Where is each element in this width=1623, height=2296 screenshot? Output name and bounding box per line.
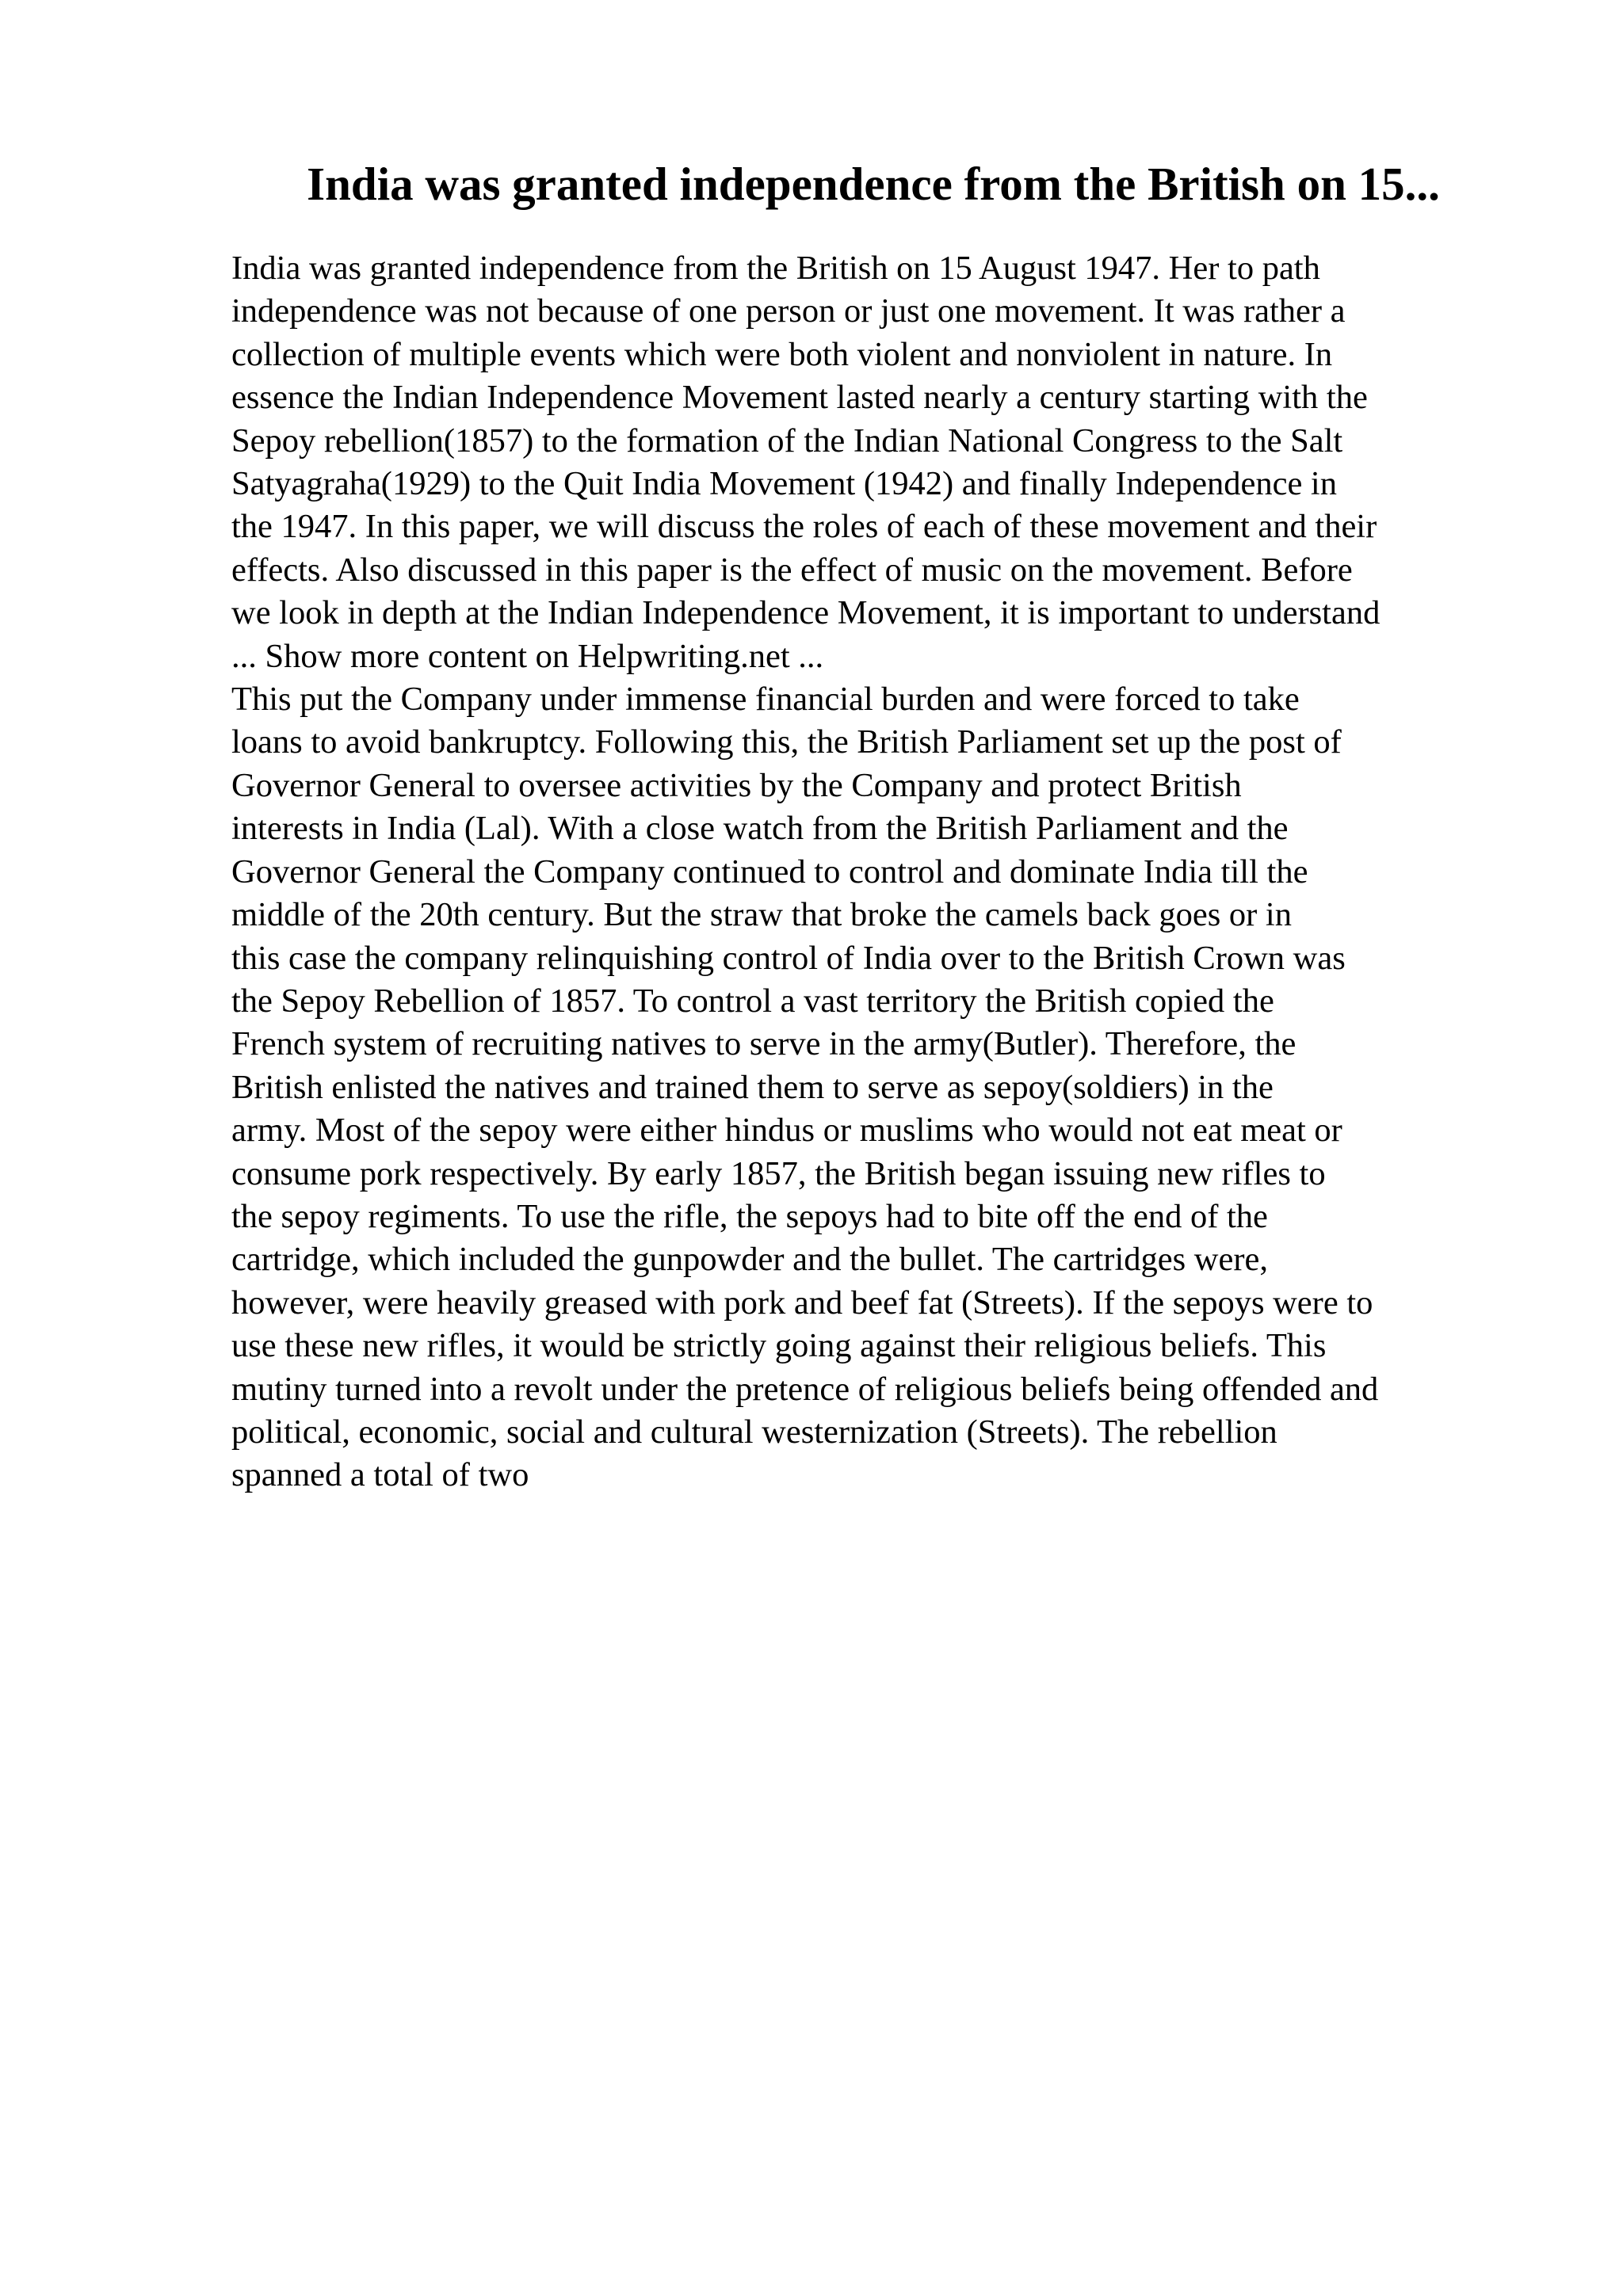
body-line: This put the Company under immense financial burden and were forced to take bbox=[231, 681, 1300, 719]
body-line: army. Most of the sepoy were either hindus or muslims who would not eat meat or bbox=[231, 1112, 1342, 1150]
body-line: however, were heavily greased with pork and beef fat (Streets). If the sepoys were to bbox=[231, 1283, 1373, 1322]
body-line: Sepoy rebellion(1857) to the formation of the Indian National Congress to the Salt bbox=[231, 421, 1343, 460]
body-line: loans to avoid bankruptcy. Following this, the British Parliament set up the post of bbox=[231, 723, 1342, 761]
body-line: independence was not because of one person or just one movement. It was rather a bbox=[231, 292, 1346, 330]
body-line: effects. Also discussed in this paper is the effect of music on the movement. Before bbox=[231, 551, 1353, 589]
body-line: Satyagraha(1929) to the Quit India Movement (1942) and finally Independence in bbox=[231, 465, 1337, 503]
body-line: India was granted independence from the British on 15 August 1947. Her to path bbox=[231, 250, 1320, 287]
body-line: mutiny turned into a revolt under the pretence of religious beliefs being offended and bbox=[231, 1370, 1379, 1408]
body-line: interests in India (Lal). With a close watch from the British Parliament and the bbox=[231, 810, 1289, 848]
body-line: Governor General the Company continued to control and dominate India till the bbox=[231, 852, 1308, 891]
body-line: consume pork respectively. By early 1857, the British began issuing new rifles to bbox=[231, 1154, 1326, 1192]
body-line: French system of recruiting natives to serve in the army(Butler). Therefore, the bbox=[231, 1025, 1296, 1063]
body-line: political, economic, social and cultural westernization (Streets). The rebellion bbox=[231, 1413, 1277, 1451]
body-line: essence the Indian Independence Movement lasted nearly a century starting with the bbox=[231, 379, 1368, 417]
body-line: middle of the 20th century. But the straw that broke the camels back goes or in bbox=[231, 896, 1292, 934]
body-line: spanned a total of two bbox=[231, 1456, 529, 1494]
body-line: this case the company relinquishing control of India over to the British Crown was bbox=[231, 939, 1346, 977]
body-line: the Sepoy Rebellion of 1857. To control a vast territory the British copied the bbox=[231, 982, 1274, 1020]
body-line: cartridge, which included the gunpowder and the bullet. The cartridges were, bbox=[231, 1241, 1268, 1279]
body-line: the sepoy regiments. To use the rifle, the sepoys had to bite off the end of the bbox=[231, 1197, 1268, 1235]
body-line: the 1947. In this paper, we will discuss the roles of each of these movement and their bbox=[231, 508, 1377, 546]
body-line: we look in depth at the Indian Independence Movement, it is important to understand bbox=[231, 594, 1381, 632]
body-line: British enlisted the natives and trained them to serve as sepoy(soldiers) in the bbox=[231, 1068, 1274, 1106]
body-line: collection of multiple events which were both violent and nonviolent in nature. In bbox=[231, 335, 1333, 373]
body-line: Governor General to oversee activities by the Company and protect British bbox=[231, 766, 1242, 804]
body-line: use these new rifles, it would be strictly going against their religious beliefs. This bbox=[231, 1327, 1327, 1365]
show-more-line: ... Show more content on Helpwriting.net ... bbox=[231, 637, 824, 675]
document-body bbox=[231, 247, 1507, 1497]
document-title: India was granted independence from the British on 15... bbox=[307, 158, 1440, 210]
